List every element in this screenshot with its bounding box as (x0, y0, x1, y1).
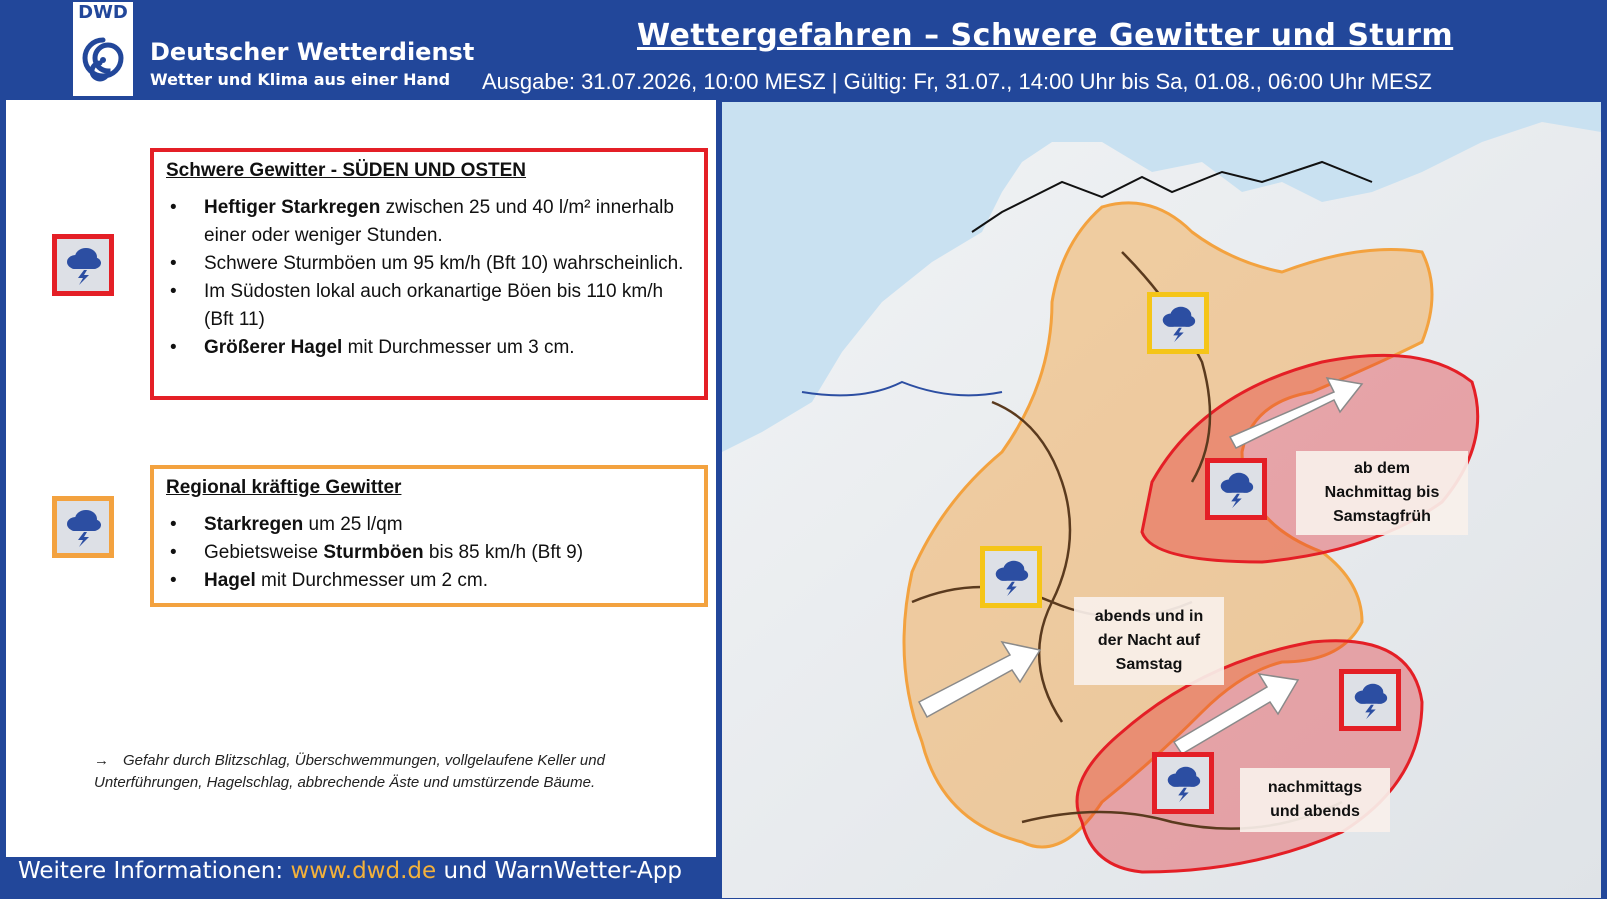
footer-suffix: und WarnWetter-App (443, 858, 682, 884)
thunderstorm-icon (1350, 680, 1390, 720)
page-title: Wettergefahren – Schwere Gewitter und Sturm (637, 18, 1454, 53)
bullet-text: Im Südosten lokal auch orkanartige Böen bis 110 km/h (Bft 11) (204, 281, 664, 330)
severe-thunderstorm-marker (1152, 752, 1214, 814)
list-item (166, 539, 692, 567)
bullet-bold: Größerer Hagel (204, 337, 343, 358)
list-item (166, 567, 692, 595)
list-item (166, 194, 692, 250)
thunderstorm-icon (1158, 303, 1198, 343)
validity-subtitle: Ausgabe: 31.07.2026, 10:00 MESZ | Gültig: Fr, 31.07., 14:00 Uhr bis Sa, 01.08., 06:00 Uhr MESZ (482, 69, 1432, 94)
bullet-prefix: Gebietsweise (204, 542, 324, 563)
thunderstorm-icon (62, 506, 104, 548)
header-bar (0, 0, 1607, 100)
severe-warning-list (166, 194, 692, 362)
severe-thunderstorm-marker (1339, 669, 1401, 731)
org-name: Deutscher Wetterdienst (150, 38, 475, 66)
dwd-link[interactable]: www.dwd.de (290, 858, 437, 884)
label-line: ab dem (1353, 460, 1410, 477)
bullet-text: mit Durchmesser um 3 cm. (342, 337, 575, 358)
thunderstorm-icon (1163, 763, 1203, 803)
moderate-warning-box (150, 465, 708, 607)
logo-text: DWD (78, 2, 128, 23)
bullet-text: bis 85 km/h (Bft 9) (423, 542, 584, 563)
label-line: Samstagfrüh (1333, 508, 1431, 525)
timing-label-east (1296, 451, 1468, 535)
label-line: und abends (1270, 803, 1360, 820)
footnote-text: Gefahr durch Blitzschlag, Überschwemmungen, vollgelaufene Keller und Unterführungen, Hagelschlag, abbrechende Äste und umstürzende Bäume. (94, 752, 605, 791)
label-line: Samstag (1115, 656, 1183, 673)
timing-label-west (1074, 597, 1224, 685)
label-line: nachmittags (1267, 779, 1363, 796)
moderate-thunderstorm-legend-icon (52, 496, 114, 558)
hazard-footnote (94, 750, 704, 794)
dwd-logo (73, 2, 133, 96)
warning-map (722, 102, 1601, 898)
thunderstorm-icon (1216, 469, 1256, 509)
severe-warning-title: Schwere Gewitter - SÜDEN UND OSTEN (166, 160, 527, 181)
list-item (166, 511, 692, 539)
timing-label-south (1240, 768, 1390, 832)
list-item (166, 278, 692, 334)
moderate-warning-title: Regional kräftige Gewitter (166, 477, 402, 498)
bullet-bold: Heftiger Starkregen (204, 197, 381, 218)
severe-thunderstorm-marker (1205, 458, 1267, 520)
org-tagline: Wetter und Klima aus einer Hand (150, 70, 451, 89)
label-line: Nachmittag bis (1324, 484, 1440, 501)
bullet-bold: Hagel (204, 570, 256, 591)
bullet-bold: Sturmböen (323, 542, 424, 563)
bullet-text: Schwere Sturmböen um 95 km/h (Bft 10) wahrscheinlich. (204, 253, 684, 274)
bullet-text: um 25 l/qm (303, 514, 403, 535)
footer-info (18, 858, 682, 884)
arrow-right-icon: → (94, 752, 109, 769)
thunderstorm-icon (62, 244, 104, 286)
moderate-thunderstorm-marker (1147, 292, 1209, 354)
bullet-text: zwischen 25 und 40 l/m² innerhalb einer oder weniger Stunden. (204, 197, 674, 246)
severe-thunderstorm-legend-icon (52, 234, 114, 296)
swirl-logo-icon (79, 34, 127, 82)
severe-warning-box (150, 148, 708, 400)
list-item (166, 250, 692, 278)
label-line: abends und in (1094, 608, 1204, 625)
legend-panel (6, 100, 716, 857)
list-item (166, 334, 692, 362)
thunderstorm-icon (991, 557, 1031, 597)
footer-prefix: Weitere Informationen: (18, 858, 284, 884)
bullet-text: mit Durchmesser um 2 cm. (255, 570, 489, 591)
bullet-bold: Starkregen (204, 514, 304, 535)
moderate-thunderstorm-marker (980, 546, 1042, 608)
label-line: der Nacht auf (1097, 632, 1201, 649)
moderate-warning-list (166, 511, 692, 595)
